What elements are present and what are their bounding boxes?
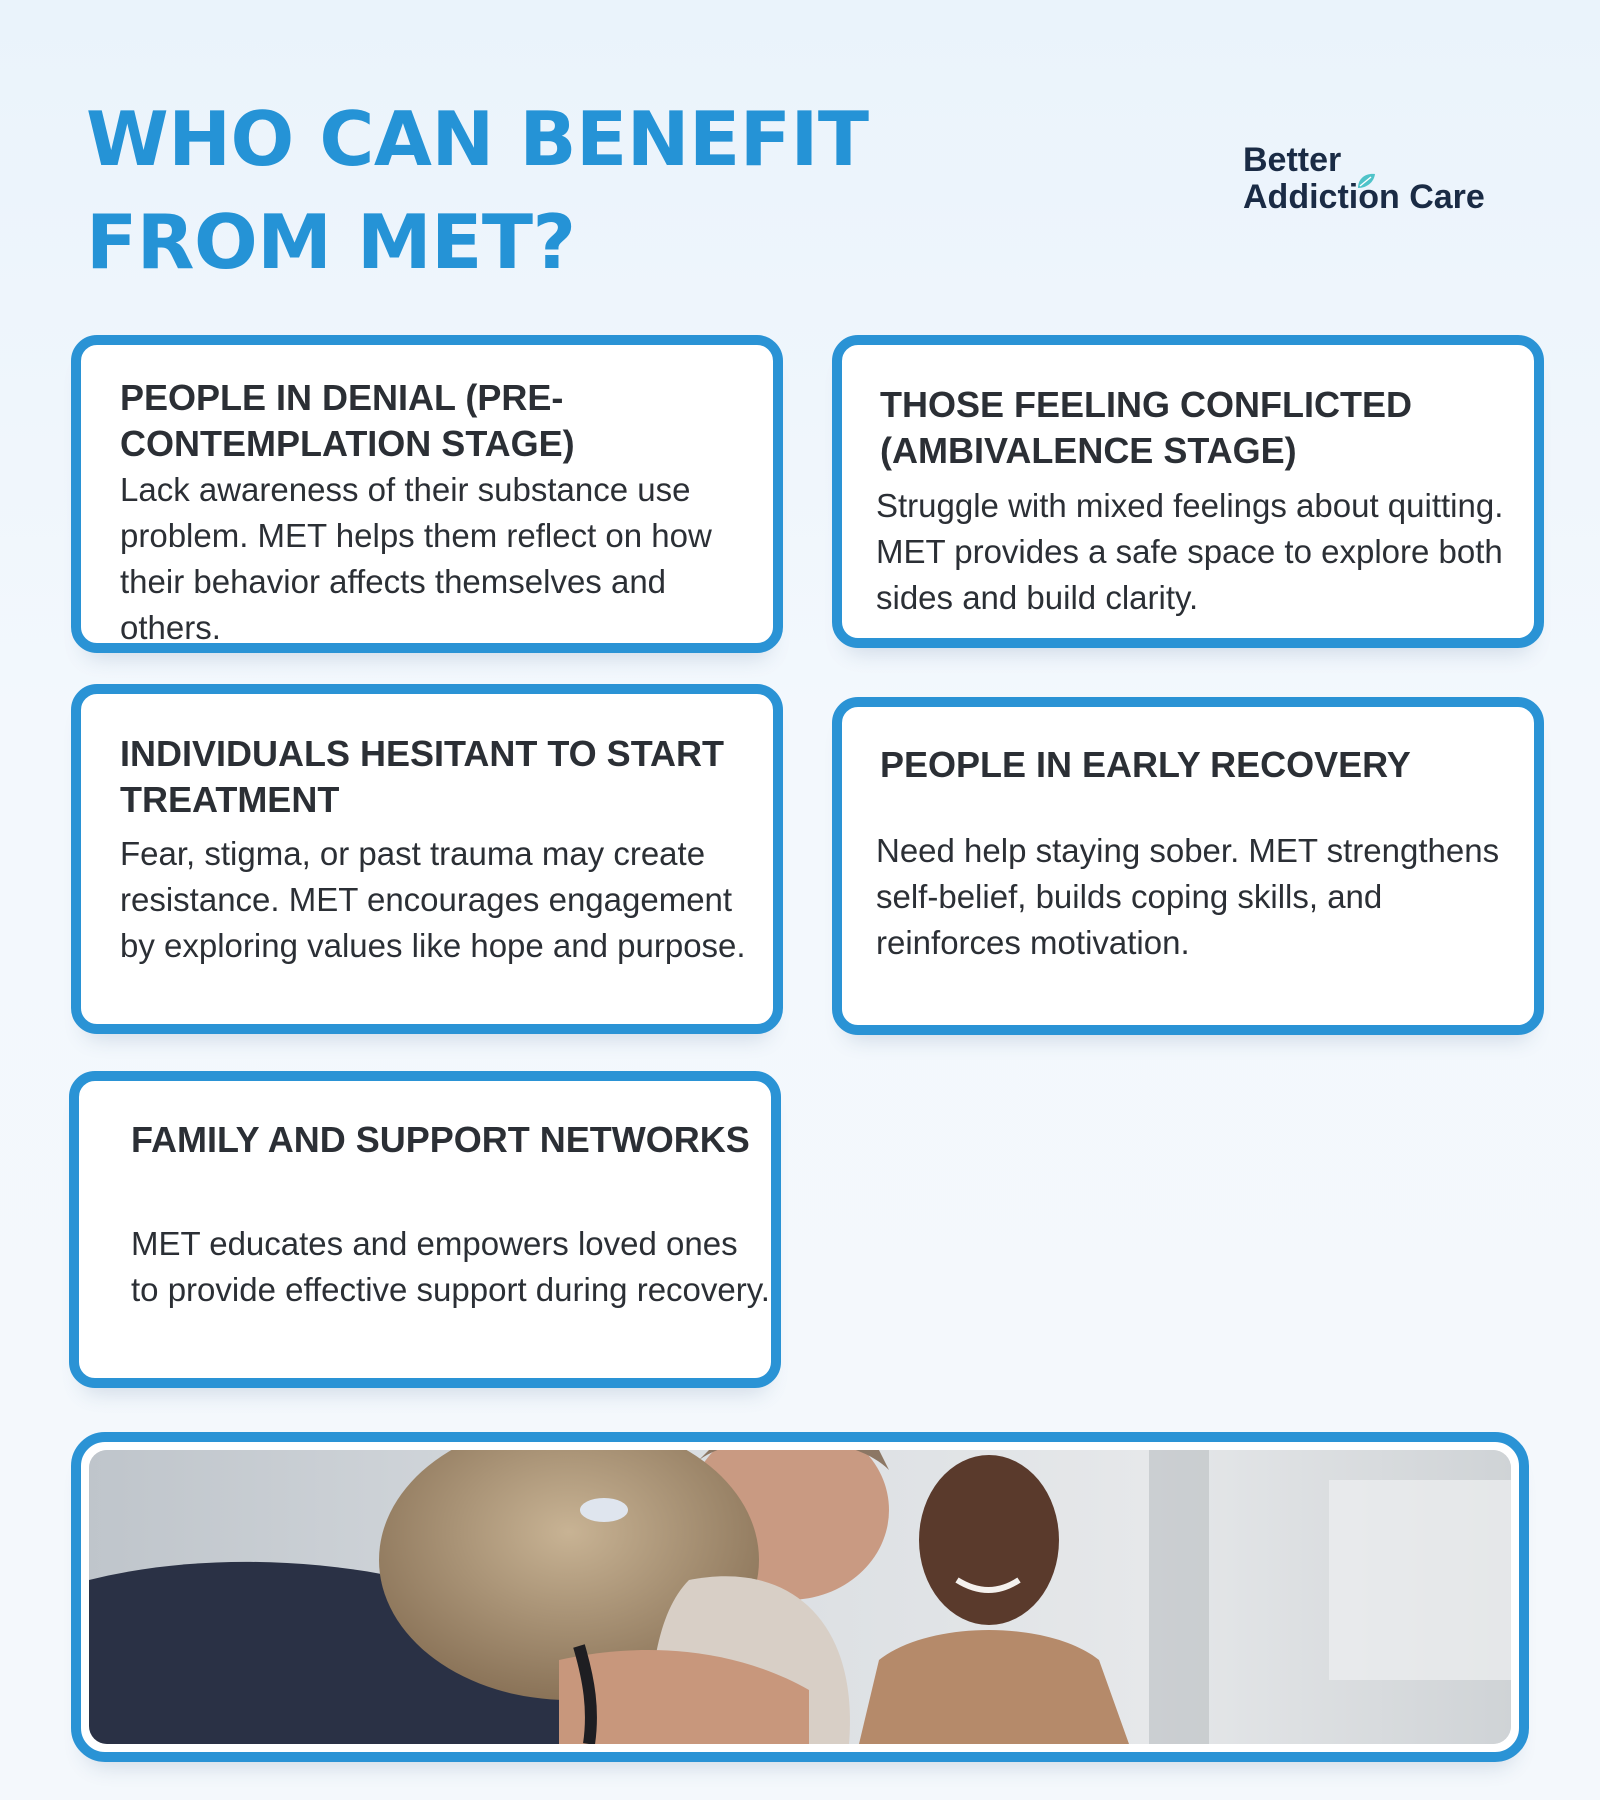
card-body: Need help staying sober. MET strengthens self-belief, builds coping skills, and reinforces motivation. — [876, 832, 1500, 961]
card-title: THOSE FEELING CONFLICTED (AMBIVALENCE STAGE) — [880, 384, 1413, 471]
card-body: Struggle with mixed feelings about quitting. MET provides a safe space to explore both sides and build clarity. — [876, 487, 1504, 616]
photo-frame — [71, 1432, 1529, 1762]
brand-logo — [1243, 142, 1513, 222]
card-title: PEOPLE IN DENIAL (PRE-CONTEMPLATION STAGE) — [120, 377, 575, 464]
benefit-card-family — [69, 1071, 781, 1388]
benefit-card-early-recovery — [832, 697, 1544, 1035]
card-body: Fear, stigma, or past trauma may create resistance. MET encourages engagement by exploring values like hope and purpose. — [120, 835, 746, 964]
card-title: INDIVIDUALS HESITANT TO START TREATMENT — [120, 733, 725, 820]
benefit-card-denial — [71, 335, 783, 653]
card-body: MET educates and empowers loved ones to provide effective support during recovery. — [131, 1225, 770, 1308]
logo-text-addiction-care: Addiction Care — [1243, 178, 1485, 216]
page-title: WHO CAN BENEFIT FROM MET? — [86, 95, 869, 286]
benefit-card-hesitant — [71, 684, 783, 1034]
logo-text-better: Better — [1243, 141, 1342, 179]
card-body: Lack awareness of their substance use problem. MET helps them reflect on how their behavior affects themselves and others. — [120, 471, 712, 646]
support-photo — [89, 1450, 1511, 1744]
benefit-card-conflicted — [832, 335, 1544, 648]
card-title: PEOPLE IN EARLY RECOVERY — [880, 744, 1411, 785]
card-title: FAMILY AND SUPPORT NETWORKS — [131, 1119, 750, 1160]
